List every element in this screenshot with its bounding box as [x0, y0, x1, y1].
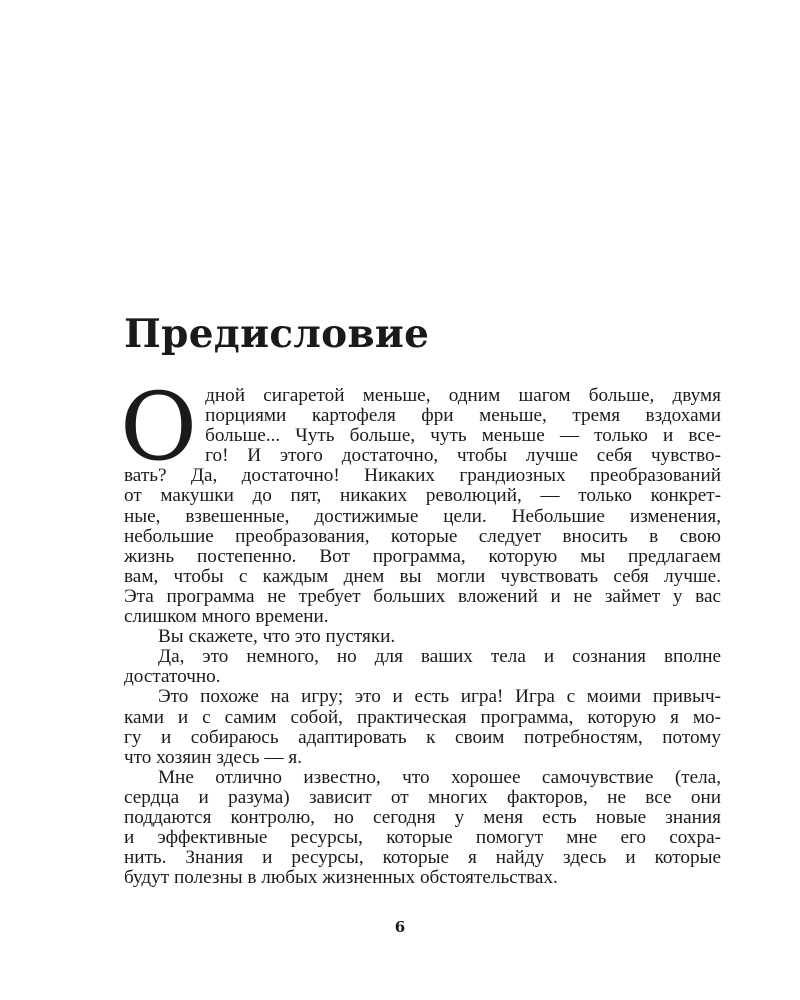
- text-line: ками и с самим собой, практическая программа, которую я мо-: [124, 706, 721, 728]
- text-line: ные, взвешенные, достижимые цели. Небольшие изменения,: [124, 505, 721, 527]
- text-line: и эффективные ресурсы, которые помогут мне его сохра-: [124, 827, 721, 849]
- text-line: Да, это немного, но для ваших тела и сознания вполне: [158, 646, 721, 668]
- text-line: порциями картофеля фри меньше, тремя вздохами: [205, 405, 721, 427]
- text-line: вать? Да, достаточно! Никаких грандиозных преобразований: [124, 465, 721, 487]
- text-line: Эта программа не требует больших вложений и не займет у вас: [124, 585, 721, 607]
- paragraph-5: [124, 768, 721, 889]
- text-line: Вы скажете, что это пустяки.: [158, 626, 396, 648]
- text-line: Это похоже на игру; это и есть игра! Игра с моими привыч-: [158, 686, 721, 708]
- text-line: дной сигаретой меньше, одним шагом больше, двумя: [205, 385, 721, 406]
- text-line: что хозяин здесь — я.: [124, 746, 303, 768]
- text-line: гу и собираюсь адаптировать к своим потребностям, потому: [124, 726, 721, 748]
- page-number: 6: [394, 918, 406, 936]
- chapter-title: Предисловие: [124, 311, 430, 357]
- text-line: будут полезны в любых жизненных обстоятельствах.: [124, 867, 558, 889]
- paragraph-4: [124, 687, 721, 767]
- text-line: от макушки до пят, никаких революций, — только конкрет-: [124, 485, 721, 507]
- paragraph-3: [124, 647, 721, 687]
- text-line: Мне отлично известно, что хорошее самочувствие (тела,: [158, 766, 721, 788]
- text-line: слишком много времени.: [124, 606, 329, 628]
- text-line: поддаются контролю, но сегодня у меня есть новые знания: [124, 806, 721, 828]
- text-line: вам, чтобы с каждым днем вы могли чувствовать себя лучше.: [124, 565, 721, 587]
- text-line: го! И этого достаточно, чтобы лучше себя чувство-: [205, 445, 721, 467]
- paragraph-2: [124, 627, 721, 647]
- drop-cap-letter: О: [120, 373, 198, 482]
- text-line: достаточно.: [124, 666, 221, 688]
- text-line: жизнь постепенно. Вот программа, которую мы предлагаем: [124, 545, 721, 567]
- chapter-body: [120, 373, 721, 889]
- text-line: нить. Знания и ресурсы, которые я найду здесь и которые: [124, 847, 721, 869]
- text-line: небольшие преобразования, которые следует вносить в свою: [124, 525, 721, 547]
- text-line: сердца и разума) зависит от многих факторов, не все они: [124, 786, 721, 808]
- text-line: больше... Чуть больше, чуть меньше — только и все-: [205, 425, 721, 447]
- paragraph-1: [120, 373, 721, 628]
